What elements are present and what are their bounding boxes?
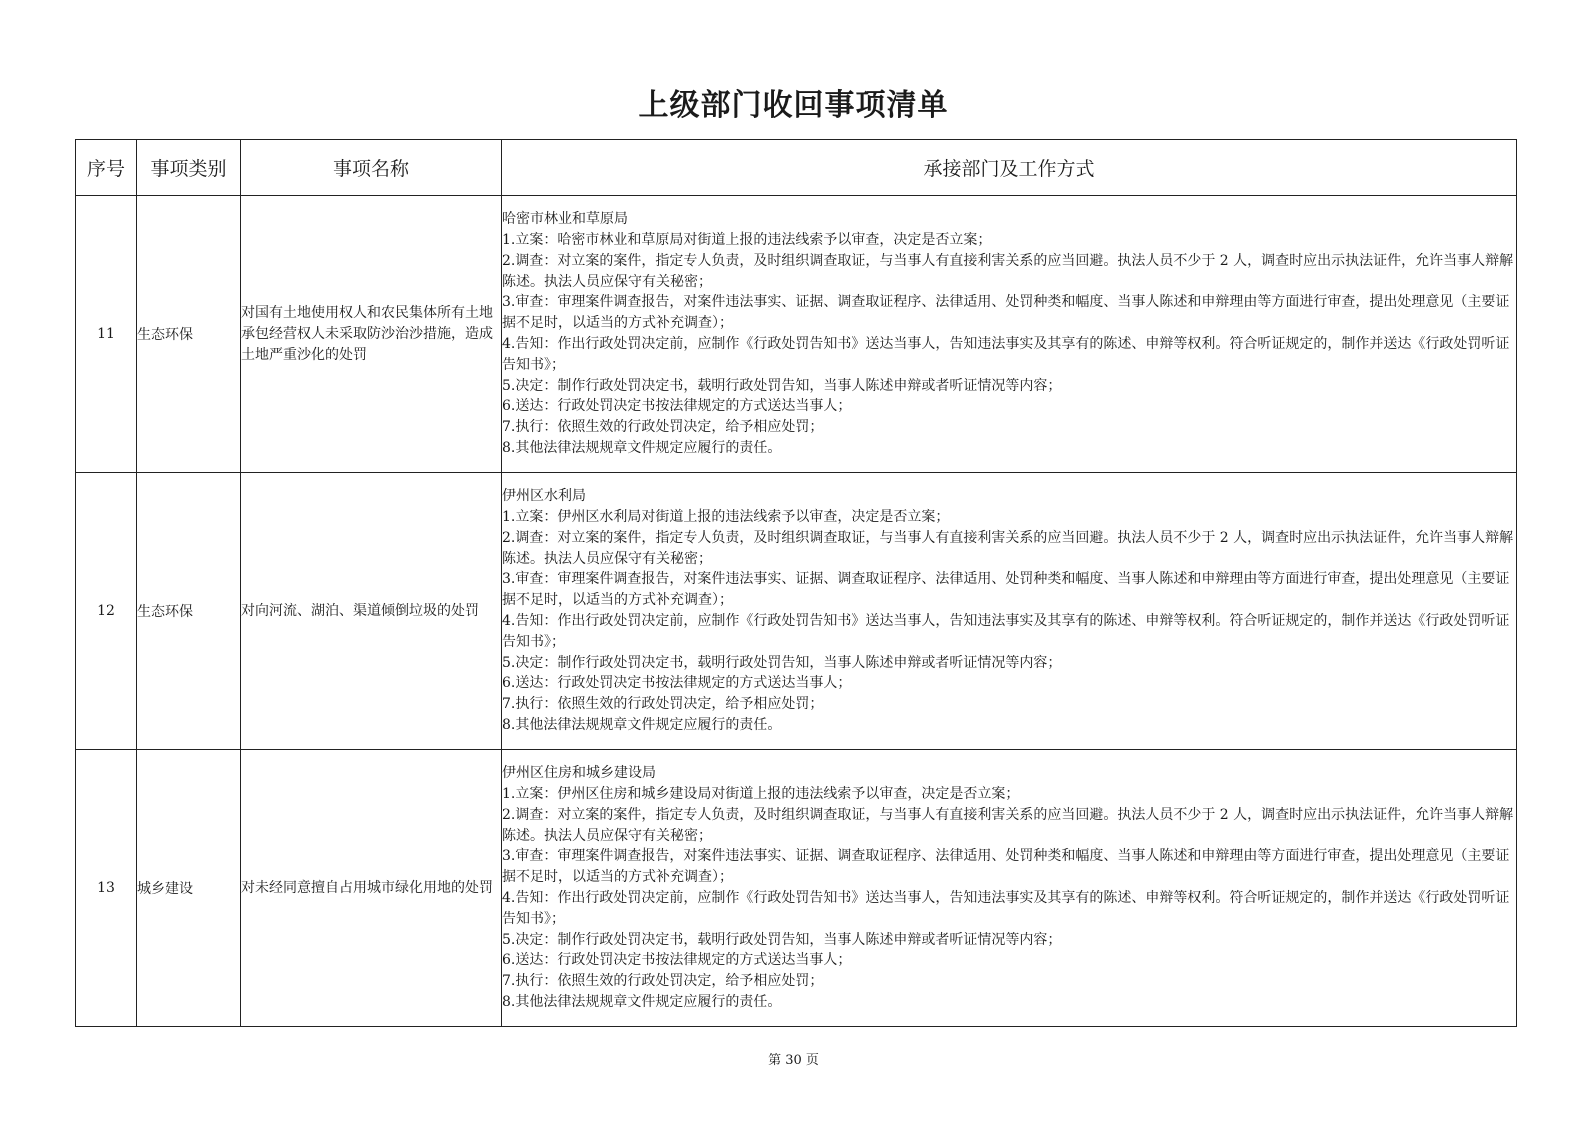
dept-step: 8.其他法律法规规章文件规定应履行的责任。 (502, 439, 782, 456)
dept-step: 8.其他法律法规规章文件规定应履行的责任。 (502, 716, 782, 733)
row-seq: 12 (76, 473, 137, 750)
dept-title: 伊州区住房和城乡建设局 (502, 765, 656, 782)
dept-step: 1.立案：哈密市林业和草原局对街道上报的违法线索予以审查，决定是否立案； (502, 232, 992, 249)
dept-step: 7.执行：依照生效的行政处罚决定，给予相应处罚； (502, 696, 824, 713)
dept-step: 6.送达：行政处罚决定书按法律规定的方式送达当事人； (502, 952, 852, 969)
table-row (76, 750, 1517, 1027)
header-dept: 承接部门及工作方式 (502, 140, 1517, 196)
page-title: 上级部门收回事项清单 (638, 88, 949, 123)
page-number: 第 30 页 (768, 1053, 819, 1068)
row-category: 城乡建设 (137, 750, 241, 1027)
dept-step: 6.送达：行政处罚决定书按法律规定的方式送达当事人； (502, 398, 852, 415)
dept-step: 3.审查：审理案件调查报告，对案件违法事实、证据、调查取证程序、法律适用、处罚种类和幅度、当事人陈述和申辩理由等方面进行审查，提出处理意见（主要证据不足时，以适当的方式补充调查）； (502, 294, 1510, 332)
row-item-name: 对未经同意擅自占用城市绿化用地的处罚 (241, 750, 502, 1027)
row-seq: 11 (76, 196, 137, 473)
items-table (75, 139, 1517, 1027)
row-item-name: 对国有土地使用权人和农民集体所有土地承包经营权人未采取防沙治沙措施，造成土地严重沙化的处罚 (241, 196, 502, 473)
dept-step: 2.调查：对立案的案件，指定专人负责，及时组织调查取证，与当事人有直接利害关系的应当回避。执法人员不少于 2 人，调查时应出示执法证件，允许当事人辩解陈述。执法人员应保守有关秘密； (502, 806, 1514, 844)
dept-step: 1.立案：伊州区住房和城乡建设局对街道上报的违法线索予以审查，决定是否立案； (502, 786, 1020, 803)
row-dept (502, 750, 1517, 1027)
dept-step: 4.告知：作出行政处罚决定前，应制作《行政处罚告知书》送达当事人，告知违法事实及其享有的陈述、申辩等权利。符合听证规定的，制作并送达《行政处罚听证告知书》； (502, 336, 1510, 373)
dept-step: 3.审查：审理案件调查报告，对案件违法事实、证据、调查取证程序、法律适用、处罚种类和幅度、当事人陈述和申辩理由等方面进行审查，提出处理意见（主要证据不足时，以适当的方式补充调查）； (502, 848, 1510, 886)
row-dept (502, 473, 1517, 750)
dept-step: 2.调查：对立案的案件，指定专人负责，及时组织调查取证，与当事人有直接利害关系的应当回避。执法人员不少于 2 人，调查时应出示执法证件，允许当事人辩解陈述。执法人员应保守有关秘密； (502, 252, 1514, 290)
header-name: 事项名称 (241, 140, 502, 196)
dept-step: 3.审查：审理案件调查报告，对案件违法事实、证据、调查取证程序、法律适用、处罚种类和幅度、当事人陈述和申辩理由等方面进行审查，提出处理意见（主要证据不足时，以适当的方式补充调查）； (502, 571, 1510, 609)
dept-step: 5.决定：制作行政处罚决定书，载明行政处罚告知，当事人陈述申辩或者听证情况等内容； (502, 377, 1062, 394)
header-seq: 序号 (76, 140, 137, 196)
header-row (76, 140, 1517, 196)
dept-step: 4.告知：作出行政处罚决定前，应制作《行政处罚告知书》送达当事人，告知违法事实及其享有的陈述、申辩等权利。符合听证规定的，制作并送达《行政处罚听证告知书》； (502, 890, 1510, 927)
dept-step: 4.告知：作出行政处罚决定前，应制作《行政处罚告知书》送达当事人，告知违法事实及其享有的陈述、申辩等权利。符合听证规定的，制作并送达《行政处罚听证告知书》； (502, 613, 1510, 650)
table-row (76, 196, 1517, 473)
row-category: 生态环保 (137, 473, 241, 750)
dept-step: 7.执行：依照生效的行政处罚决定，给予相应处罚； (502, 973, 824, 990)
dept-step: 7.执行：依照生效的行政处罚决定，给予相应处罚； (502, 419, 824, 436)
row-dept (502, 196, 1517, 473)
row-seq: 13 (76, 750, 137, 1027)
row-item-name: 对向河流、湖泊、渠道倾倒垃圾的处罚 (241, 473, 502, 750)
dept-step: 6.送达：行政处罚决定书按法律规定的方式送达当事人； (502, 675, 852, 692)
header-category: 事项类别 (137, 140, 241, 196)
dept-title: 哈密市林业和草原局 (502, 211, 628, 228)
dept-step: 5.决定：制作行政处罚决定书，载明行政处罚告知，当事人陈述申辩或者听证情况等内容； (502, 931, 1062, 948)
row-category: 生态环保 (137, 196, 241, 473)
table-row (76, 473, 1517, 750)
dept-step: 2.调查：对立案的案件，指定专人负责，及时组织调查取证，与当事人有直接利害关系的应当回避。执法人员不少于 2 人，调查时应出示执法证件，允许当事人辩解陈述。执法人员应保守有关秘密； (502, 529, 1514, 567)
dept-step: 1.立案：伊州区水利局对街道上报的违法线索予以审查，决定是否立案； (502, 509, 950, 526)
dept-step: 5.决定：制作行政处罚决定书，载明行政处罚告知，当事人陈述申辩或者听证情况等内容； (502, 654, 1062, 671)
dept-step: 8.其他法律法规规章文件规定应履行的责任。 (502, 993, 782, 1010)
dept-title: 伊州区水利局 (502, 488, 586, 505)
